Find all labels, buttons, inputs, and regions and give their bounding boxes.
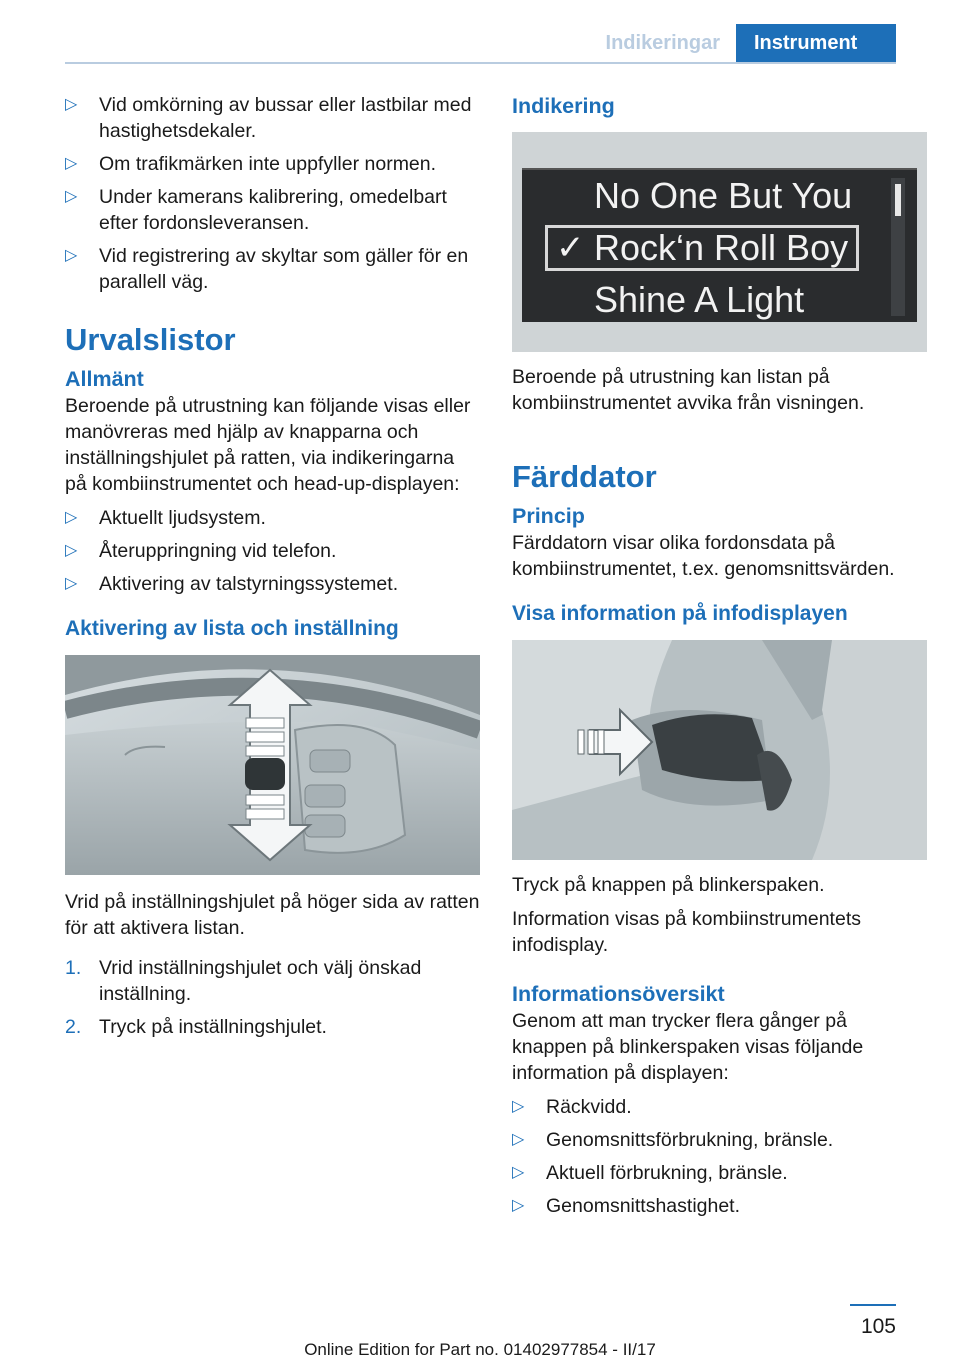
triangle-bullet-icon: ▷ — [65, 542, 78, 559]
info-text-press: Tryck på knappen på blinkerspaken. — [512, 874, 825, 896]
triangle-bullet-icon: ▷ — [65, 188, 78, 205]
list-item: ▷ Räckvidd. — [512, 1096, 632, 1118]
subheading-principle: Princip — [512, 504, 585, 528]
steering-wheel-illustration — [65, 655, 480, 875]
scrollbar-icon — [891, 178, 905, 316]
list-item: ▷ Aktuellt ljudsystem. — [65, 507, 266, 529]
list-item: ▷ Under kamerans kalibrering, omedelbart efter fordonsleveransen. — [65, 186, 447, 234]
info-text-shown: Information visas på kombiinstrumentets infodisplay. — [512, 908, 861, 956]
right-column — [512, 92, 927, 1226]
general-text: Beroende på utrustning kan följande visas eller manövreras med hjälp av knapparna och inställningshjulet på ratten, via indikeringarna på kombiinstrumentet och head-up-displayen: — [65, 395, 471, 495]
triangle-bullet-icon: ▷ — [65, 96, 78, 113]
figure-caption-wheel: Vrid på inställningshjulet på höger sida av ratten för att aktivera listan. — [65, 891, 480, 939]
display-list-item: Shine A Light — [594, 279, 805, 320]
indication-text: Beroende på utrustning kan listan på kombiinstrumentet avvika från visningen. — [512, 366, 865, 414]
edition-footer: Online Edition for Part no. 01402977854 - II/17 — [304, 1340, 656, 1359]
list-item: ▷ Genomsnittshastighet. — [512, 1195, 741, 1217]
triangle-bullet-icon: ▷ — [65, 575, 78, 592]
list-item: ▷ Aktivering av talstyrningssystemet. — [65, 573, 399, 595]
left-column — [65, 92, 480, 1047]
section-title-selection-lists: Urvalslistor — [65, 322, 236, 357]
triangle-bullet-icon: ▷ — [65, 509, 78, 526]
list-item: ▷ Återuppringning vid telefon. — [65, 540, 337, 562]
triangle-bullet-icon: ▷ — [512, 1164, 525, 1181]
subheading-indication: Indikering — [512, 94, 615, 118]
list-item: ▷ Vid registrering av skyltar som gäller för en parallell väg. — [65, 245, 469, 293]
header-chapter-tab: Instrument — [736, 24, 896, 62]
list-item: ▷ Aktuell förbrukning, bränsle. — [512, 1162, 788, 1184]
display-list-item: No One But You — [594, 175, 853, 216]
step-item: 2. Tryck på inställningshjulet. — [65, 1016, 327, 1038]
header-divider — [65, 62, 896, 64]
triangle-bullet-icon: ▷ — [512, 1197, 525, 1214]
list-item: ▷ Vid omkörning av bussar eller lastbilar med hastighetsdekaler. — [65, 94, 472, 142]
subheading-overview: Informationsöversikt — [512, 982, 725, 1006]
section-title-trip-computer: Färddator — [512, 459, 657, 494]
header-section-label: Indikeringar — [605, 32, 720, 54]
overview-text: Genom att man trycker flera gånger på knappen på blinkerspaken visas följande information på displayen: — [512, 1010, 864, 1084]
bullet-list-overview — [512, 1094, 927, 1219]
list-item: ▷ Genomsnittsförbrukning, bränsle. — [512, 1129, 834, 1151]
turn-signal-lever-illustration — [512, 640, 927, 860]
triangle-bullet-icon: ▷ — [512, 1131, 525, 1148]
page-number: 105 — [860, 1315, 896, 1338]
subheading-general: Allmänt — [65, 367, 144, 391]
display-list-item: Rock‘n Roll Boy — [594, 227, 849, 268]
bullet-list-general — [65, 505, 480, 597]
subheading-show-info: Visa information på infodisplayen — [512, 602, 848, 625]
triangle-bullet-icon: ▷ — [65, 155, 78, 172]
triangle-bullet-icon: ▷ — [512, 1098, 525, 1115]
list-item: ▷ Om trafikmärken inte uppfyller normen. — [65, 153, 437, 175]
triangle-bullet-icon: ▷ — [65, 247, 78, 264]
step-item: 1. Vrid inställningshjulet och välj önskad inställning. — [65, 957, 422, 1005]
steps-list — [65, 955, 480, 1040]
instrument-display-illustration — [512, 132, 927, 352]
footer-divider — [850, 1304, 896, 1306]
subheading-activation: Aktivering av lista och inställning — [65, 617, 399, 640]
principle-text: Färddatorn visar olika fordonsdata på kombiinstrumentet, t.ex. genomsnittsvärden. — [512, 532, 895, 580]
checkmark-icon: ✓ — [556, 229, 585, 267]
bullet-list-top — [65, 92, 480, 295]
